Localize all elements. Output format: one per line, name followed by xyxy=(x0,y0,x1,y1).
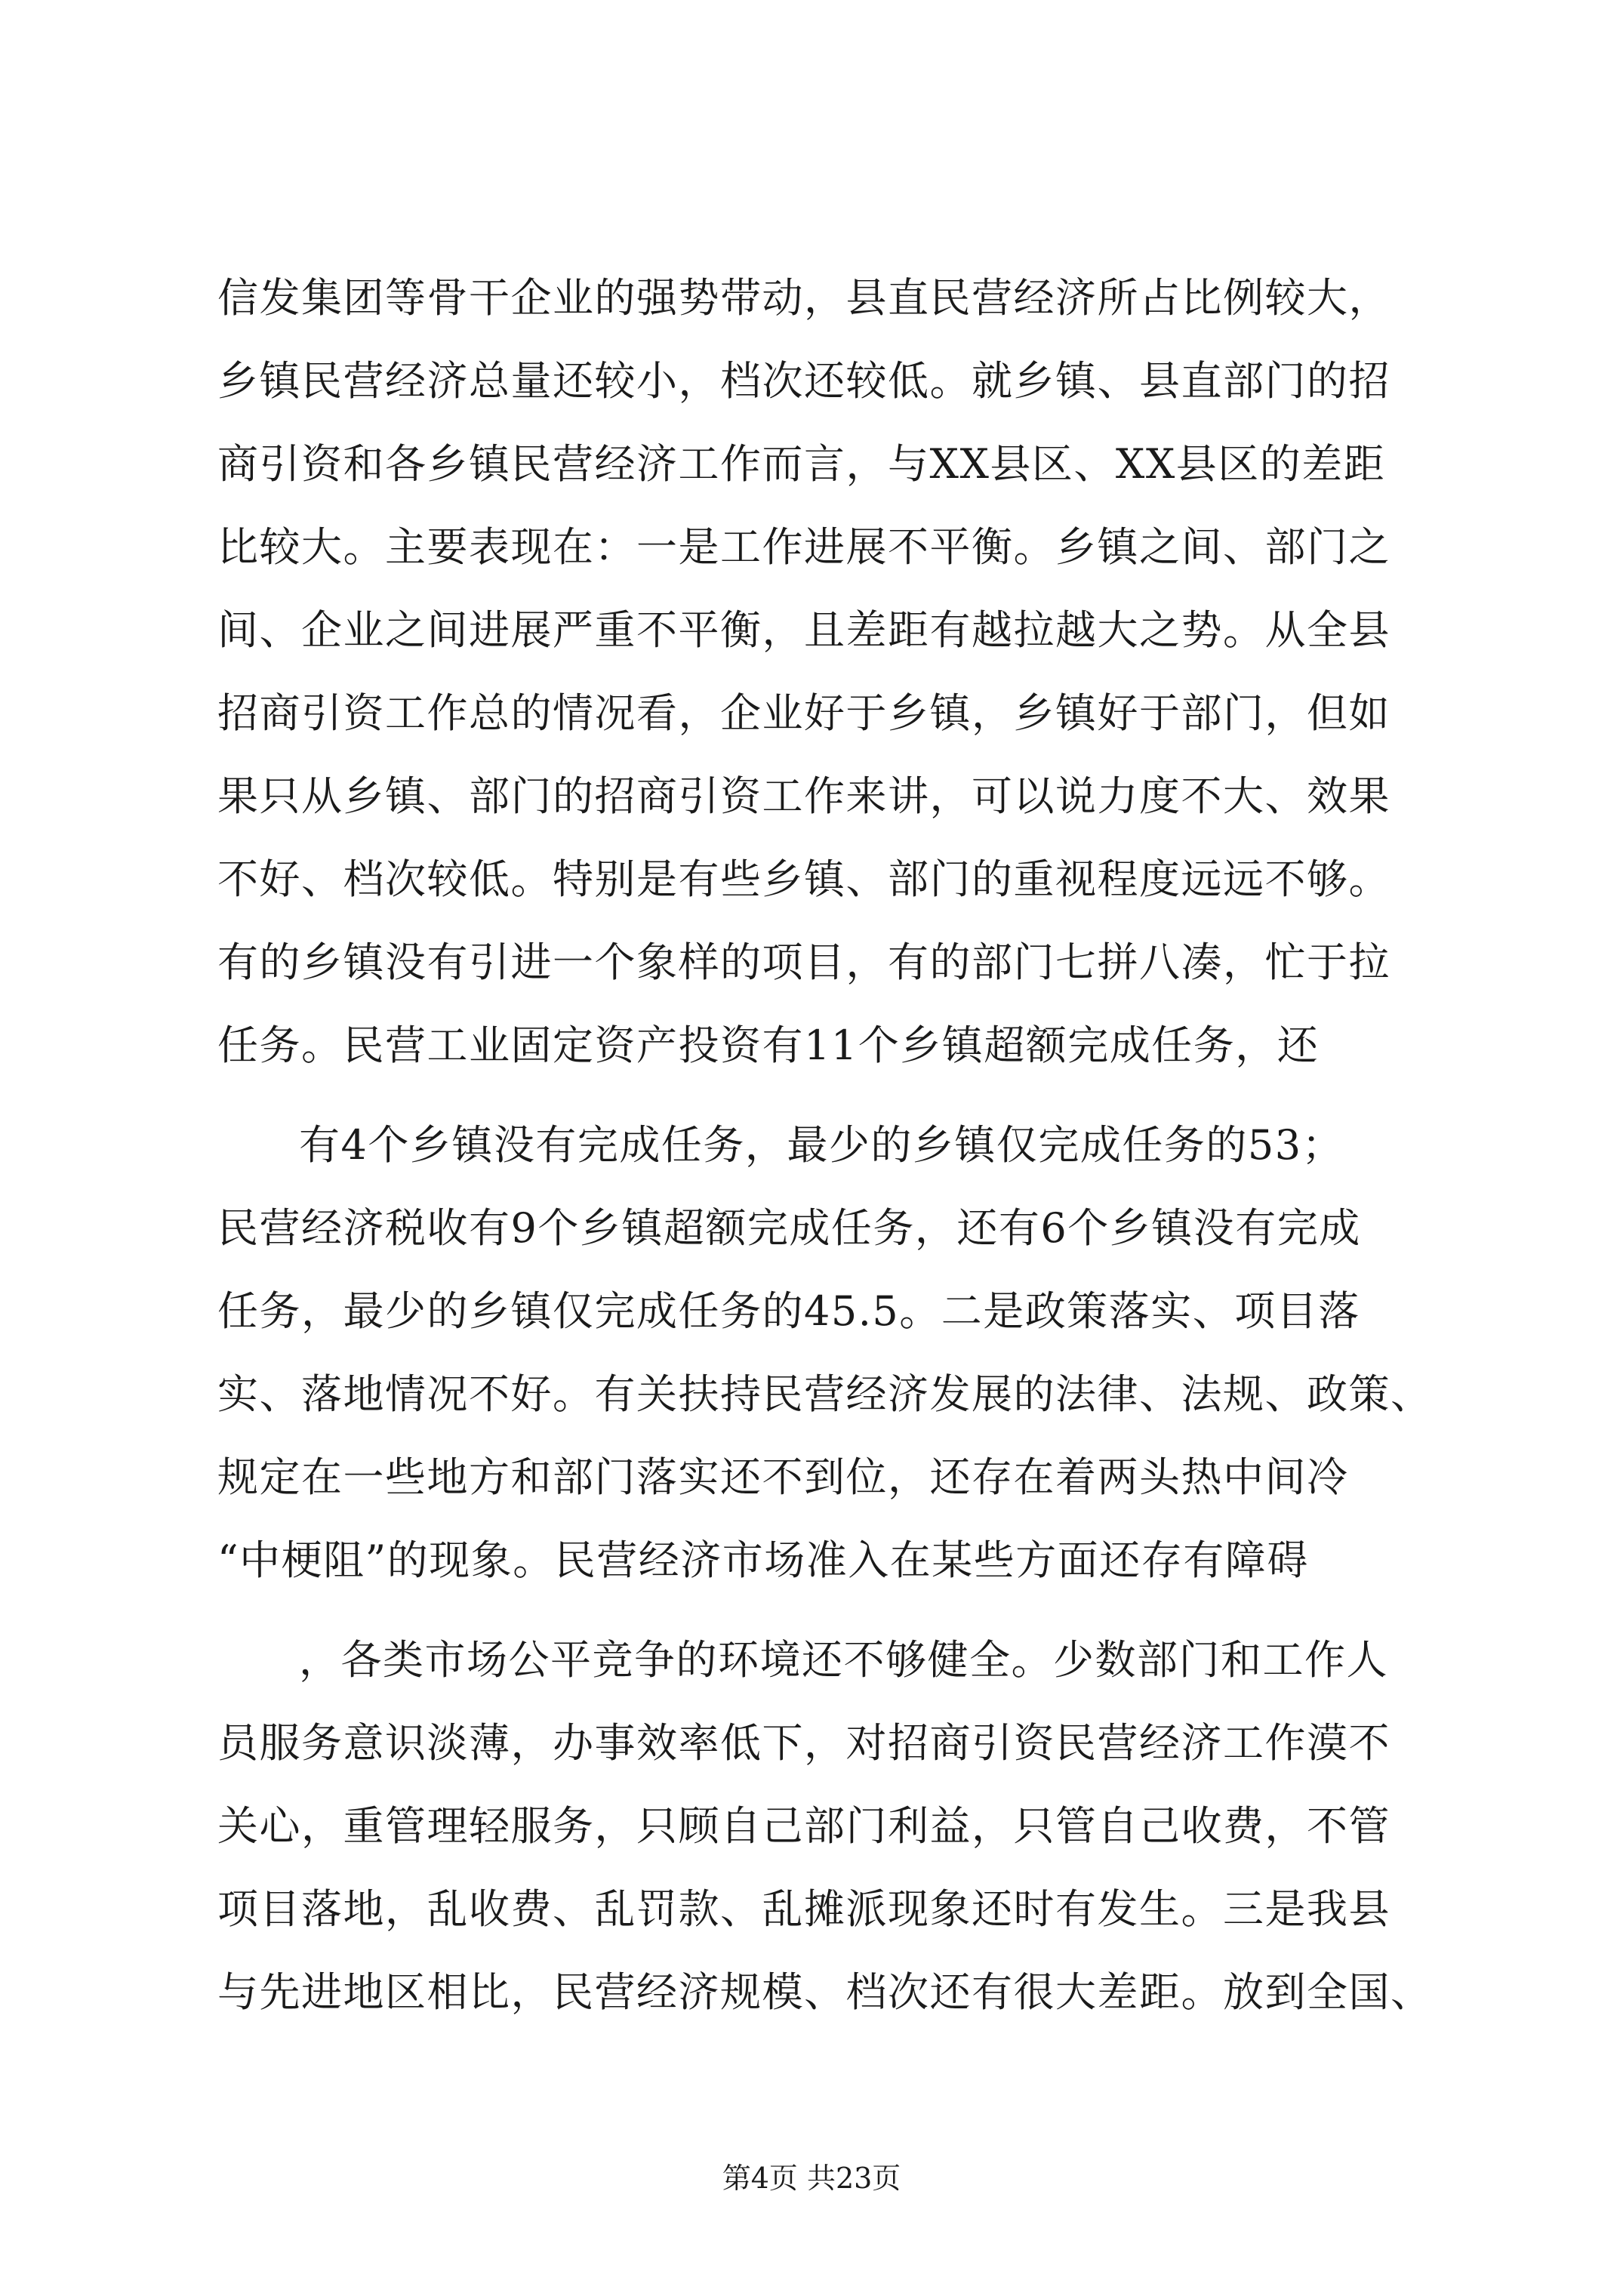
text-line: 任务，最少的乡镇仅完成任务的45.5。二是政策落实、项目落 xyxy=(217,1287,1360,1335)
text-line: 规定在一些地方和部门落实还不到位，还存在着两头热中间冷 xyxy=(217,1453,1349,1501)
text-line: 招商引资工作总的情况看，企业好于乡镇，乡镇好于部门，但如 xyxy=(217,689,1390,737)
text-line: 与先进地区相比，民营经济规模、档次还有很大差距。放到全国、 xyxy=(217,1968,1433,2016)
text-line: 实、落地情况不好。有关扶持民营经济发展的法律、法规、政策、 xyxy=(217,1370,1433,1418)
text-line: ，各类市场公平竞争的环境还不够健全。少数部门和工作人 xyxy=(299,1636,1388,1684)
text-line: 民营经济税收有9个乡镇超额完成任务，还有6个乡镇没有完成 xyxy=(217,1204,1361,1252)
paragraph xyxy=(217,1619,1433,2034)
text-line: 比较大。主要表现在：一是工作进展不平衡。乡镇之间、部门之 xyxy=(217,523,1390,571)
text-line: 有的乡镇没有引进一个象样的项目，有的部门七拼八凑，忙于拉 xyxy=(217,938,1390,986)
text-line: 不好、档次较低。特别是有些乡镇、部门的重视程度远远不够。 xyxy=(217,855,1390,903)
page-footer xyxy=(0,2159,1623,2197)
text-line: 任务。民营工业固定资产投资有11个乡镇超额完成任务，还 xyxy=(217,1022,1320,1069)
text-line: 项目落地，乱收费、乱罚款、乱摊派现象还时有发生。三是我县 xyxy=(217,1885,1390,1933)
text-line: 关心，重管理轻服务，只顾自己部门利益，只管自己收费，不管 xyxy=(217,1802,1390,1850)
text-line: “中梗阻”的现象。民营经济市场准入在某些方面还存有障碍 xyxy=(217,1536,1309,1584)
paragraph xyxy=(217,257,1425,1087)
text-line: 果只从乡镇、部门的招商引资工作来讲，可以说力度不大、效果 xyxy=(217,772,1390,820)
text-line: 有4个乡镇没有完成任务，最少的乡镇仅完成任务的53； xyxy=(299,1121,1344,1169)
text-line: 乡镇民营经济总量还较小，档次还较低。就乡镇、县直部门的招 xyxy=(217,357,1390,405)
text-line: 信发集团等骨干企业的强势带动，县直民营经济所占比例较大， xyxy=(217,274,1390,322)
text-line: 间、企业之间进展严重不平衡，且差距有越拉越大之势。从全县 xyxy=(217,606,1390,654)
page-number-label: 第4页 共23页 xyxy=(722,2162,901,2195)
text-line: 员服务意识淡薄，办事效率低下，对招商引资民营经济工作漠不 xyxy=(217,1719,1390,1767)
text-line: 商引资和各乡镇民营经济工作而言，与XX县区、XX县区的差距 xyxy=(217,440,1386,488)
paragraph xyxy=(217,1104,1433,1602)
body-text xyxy=(217,257,1433,2034)
